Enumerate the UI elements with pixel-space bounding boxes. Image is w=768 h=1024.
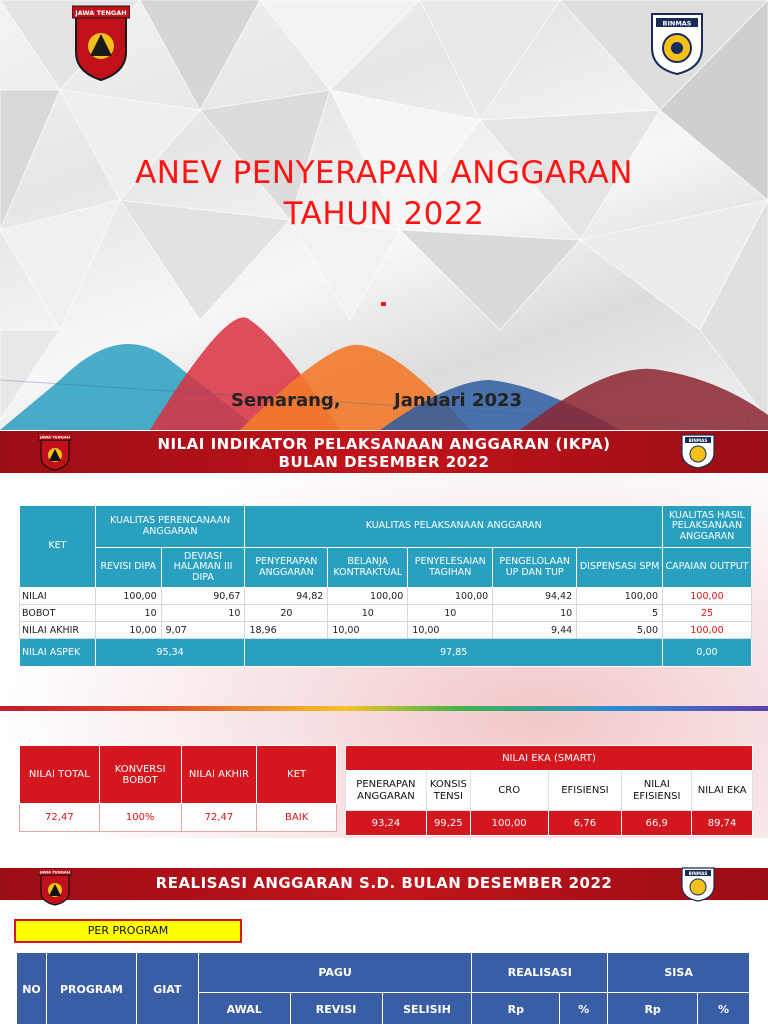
cell: 66,9 [622,811,692,836]
cell: 9,44 [493,622,577,639]
group-pelaksanaan: KUALITAS PELAKSANAAN ANGGARAN [245,506,663,548]
banner-title: REALISASI ANGGARAN S.D. BULAN DESEMBER 2022 [155,874,613,892]
header-konversi-bobot: KONVERSI BOBOT [99,746,181,804]
cell: 10 [328,605,408,622]
cell: 10 [493,605,577,622]
col-belanja: BELANJA KONTRAKTUAL [328,548,408,588]
col-realisasi: REALISASI [472,953,608,993]
cell: 5 [577,605,663,622]
table-row [20,622,752,639]
aspek-row [20,639,752,667]
header-penerapan: PENERAPAN ANGGARAN [346,771,427,811]
header-nilai-eka: NILAI EKA [692,771,753,811]
logo-left-text: JAWA TENGAH [75,9,127,17]
cell: 100,00 [663,588,752,605]
value-nilai-total: 72,47 [20,804,100,832]
banner-line-1: NILAI INDIKATOR PELAKSANAAN ANGGARAN (IKPA) [157,435,611,453]
cell: 94,82 [245,588,328,605]
cell: 100,00 [577,588,663,605]
polda-jateng-logo [72,4,130,82]
cell: 100,00 [470,811,548,836]
col-revisi-dipa: REVISI DIPA [95,548,161,588]
table-row [20,605,752,622]
header-ket: KET [257,746,337,804]
group-hasil: KUALITAS HASIL PELAKSANAAN ANGGARAN [663,506,752,548]
cell: 18,96 [245,622,328,639]
aspek-perencanaan: 95,34 [95,639,245,667]
logo-right-text: BINMAS [688,870,708,876]
cell: 10,00 [95,622,161,639]
cell: 5,00 [577,622,663,639]
banner-line-2: BULAN DESEMBER 2022 [278,453,490,471]
col-program: PROGRAM [46,953,136,1024]
col-sisa-rp: Rp [608,993,698,1024]
cell: 9,07 [161,622,245,639]
col-penyerapan: PENYERAPAN ANGGARAN [245,548,328,588]
col-giat: GIAT [136,953,198,1024]
cell: 100,00 [663,622,752,639]
aspek-pelaksanaan: 97,85 [245,639,663,667]
header-cro: CRO [470,771,548,811]
header-konsistensi: KONSIS TENSI [426,771,470,811]
title-line-2: TAHUN 2022 [283,196,485,232]
row-label: NILAI [20,588,96,605]
row-label: BOBOT [20,605,96,622]
header-nilai-akhir: NILAI AKHIR [181,746,257,804]
cell: 6,76 [548,811,622,836]
col-deviasi: DEVIASI HALAMAN III DIPA [161,548,245,588]
col-capaian: CAPAIAN OUTPUT [663,548,752,588]
logo-right-text: BINMAS [688,437,708,443]
eka-title: NILAI EKA (SMART) [346,746,753,771]
col-sisa-pct: % [698,993,750,1024]
per-program-label: PER PROGRAM [14,919,242,943]
logo-left-text: JAWA TENGAH [39,869,71,875]
ikpa-banner [0,431,768,473]
header-nilai-total: NILAI TOTAL [20,746,100,804]
ikpa-slide [0,431,768,838]
binmas-logo [648,10,706,76]
realisasi-banner [0,868,768,900]
cell: 100,00 [95,588,161,605]
group-perencanaan: KUALITAS PERENCANAAN ANGGARAN [95,506,245,548]
header-efisiensi: EFISIENSI [548,771,622,811]
cell: 90,67 [161,588,245,605]
cell: 20 [245,605,328,622]
col-pengelolaan: PENGELOLAAN UP DAN TUP [493,548,577,588]
realisasi-slide [0,838,768,1024]
logo-right-text: BINMAS [662,19,692,28]
rainbow-divider [0,706,768,711]
row-label: NILAI ASPEK [20,639,96,667]
cell: 94,42 [493,588,577,605]
cell: 100,00 [328,588,408,605]
cell: 89,74 [692,811,753,836]
table-row [346,811,753,836]
cell: 10 [161,605,245,622]
col-ket: KET [20,506,96,588]
cell: 10,00 [408,622,493,639]
value-nilai-akhir: 72,47 [181,804,257,832]
col-sisa: SISA [608,953,750,993]
col-penyelesaian: PENYELESAIAN TAGIHAN [408,548,493,588]
cell: 100,00 [408,588,493,605]
totals-table [19,745,337,832]
col-no: NO [17,953,47,1024]
binmas-logo [680,866,716,902]
date-label: Januari 2023 [394,390,523,411]
cell: 93,24 [346,811,427,836]
col-awal: AWAL [198,993,290,1024]
cell: 25 [663,605,752,622]
title-slide [0,0,768,430]
col-realisasi-pct: % [560,993,608,1024]
red-dot [381,302,386,306]
table-row [20,588,752,605]
aspek-hasil: 0,00 [663,639,752,667]
row-label: NILAI AKHIR [20,622,96,639]
cell: 10 [95,605,161,622]
slide-number: 1 [744,413,750,422]
logo-left-text: JAWA TENGAH [39,434,71,440]
realisasi-table [16,952,750,1024]
col-selisih: SELISIH [382,993,472,1024]
binmas-logo [680,433,716,469]
col-dispensasi: DISPENSASI SPM [577,548,663,588]
col-realisasi-rp: Rp [472,993,560,1024]
cell: 99,25 [426,811,470,836]
city-label: Semarang, [231,390,341,411]
eka-table [345,745,753,836]
cell: 10 [408,605,493,622]
header-nilai-efisiensi: NILAI EFISIENSI [622,771,692,811]
table-row [20,804,337,832]
cell: 10,00 [328,622,408,639]
ikpa-table [19,505,752,667]
title-line-1: ANEV PENYERAPAN ANGGARAN [135,155,633,191]
value-ket: BAIK [257,804,337,832]
col-revisi: REVISI [290,993,382,1024]
col-pagu: PAGU [198,953,472,993]
value-konversi-bobot: 100% [99,804,181,832]
